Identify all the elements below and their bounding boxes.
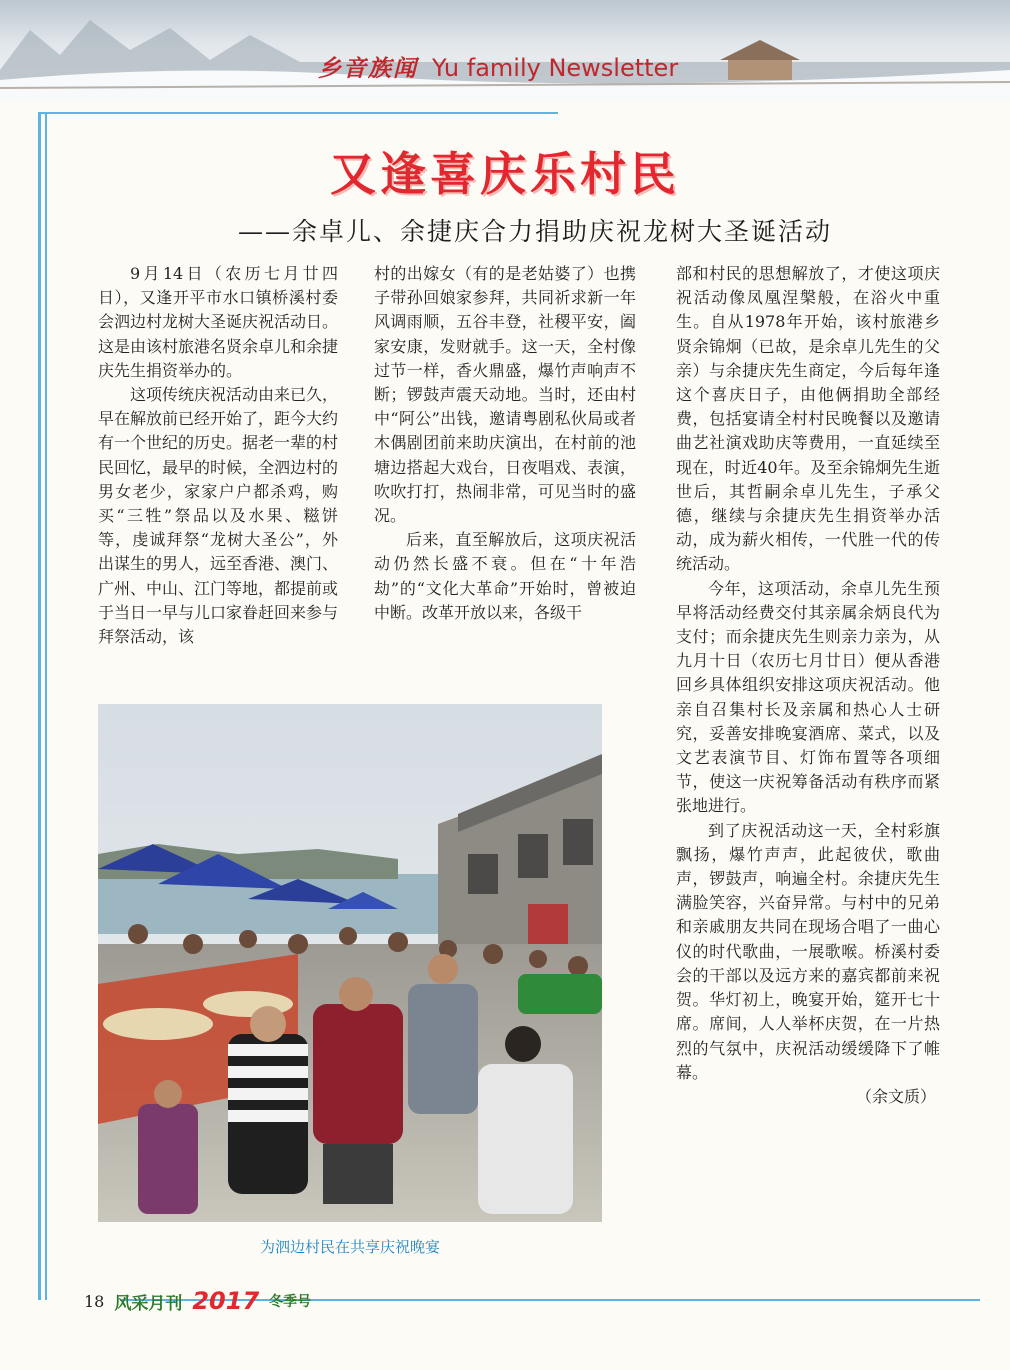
issue-season: 冬季号 <box>269 1294 312 1310</box>
article-title: 又逢喜庆乐村民 <box>330 147 680 201</box>
text-column-3 <box>676 262 940 1109</box>
section-header <box>318 50 678 84</box>
issue-year: 2017 <box>192 1287 260 1315</box>
section-title-cn: 乡音族闻 <box>318 55 418 82</box>
page-footer <box>84 1288 311 1314</box>
paragraph: 到了庆祝活动这一天，全村彩旗飘扬，爆竹声声，此起彼伏，歌曲声，锣鼓声，响遍全村。余捷庆先生满脸笑容，兴奋异常。与村中的兄弟和亲戚朋友共同在现场合唱了一曲心仪的时代歌曲，一展歌喉。桥溪村委会的干部以及远方来的嘉宾都前来祝贺。华灯初上，晚宴开始，筵开七十席。席间，人人举杯庆贺，在一片热烈的气氛中，庆祝活动缓缓降下了帷幕。 <box>676 820 940 1082</box>
header-banner <box>0 0 1010 100</box>
frame-left-inner <box>45 112 47 1300</box>
paragraph: 9月14日（农历七月廿四日），又逢开平市水口镇桥溪村委会泗边村龙树大圣诞庆祝活动日。这是由该村旅港名贤余卓儿和余捷庆先生捐资举办的。 <box>98 264 339 380</box>
banquet-photo <box>98 704 602 1222</box>
text-column-1 <box>98 262 338 649</box>
article-subtitle: ——余卓儿、余捷庆合力捐助庆祝龙树大圣诞活动 <box>237 217 832 246</box>
page-number: 18 <box>84 1291 105 1311</box>
text-column-2 <box>374 262 636 625</box>
magazine-name: 风采月刊 <box>114 1293 183 1314</box>
paragraph: 今年，这项活动，余卓儿先生预早将活动经费交付其亲属余炳良代为支付；而余捷庆先生则亲力亲为，从九月十日（农历七月廿日）便从香港回乡具体组织安排这项庆祝活动。他亲自召集村长及亲属和热心人士研究，妥善安排晚宴酒席、菜式，以及文艺表演节目、灯饰布置等各项细节，使这一庆祝筹备活动有秩序而紧张地进行。 <box>676 578 940 816</box>
photo-caption: 为泗边村民在共享庆祝晚宴 <box>259 1238 440 1256</box>
paragraph: 部和村民的思想解放了，才使这项庆祝活动像凤凰涅槃般，在浴火中重生。自从1978年开始，该村旅港乡贤余锦炯（已故，是余卓儿先生的父亲）与余捷庆先生商定，今后每年逢这个喜庆日子，由他俩捐助全部经费，包括宴请全村村民晚餐以及邀请曲艺社演戏助庆等费用，一直延续至现在，时近40年。及至余锦炯先生逝世后，其哲嗣余卓儿先生，子承父德，继续与余捷庆先生捐资举办活动，成为薪火相传，一代胜一代的传统活动。 <box>676 264 940 574</box>
frame-top-line <box>38 112 558 114</box>
section-title-en: Yu family Newsletter <box>432 54 679 82</box>
village-street-crowd-illustration <box>98 704 602 1222</box>
paragraph: 村的出嫁女（有的是老姑婆了）也携子带孙回娘家参拜，共同祈求新一年风调雨顺，五谷丰登，社稷平安，阖家安康，发财就手。这一天，全村像过节一样，香火鼎盛，爆竹声响声不断；锣鼓声震天动地。当时，还由村中“阿公”出钱，邀请粤剧私伙局或者木偶剧团前来助庆演出，在村前的池塘边搭起大戏台，日夜唱戏、表演，吹吹打打，热闹非常，可见当时的盛况。 <box>374 264 636 526</box>
paragraph: 这项传统庆祝活动由来已久，早在解放前已经开始了，距今大约有一个世纪的历史。据老一辈的村民回忆，最早的时候，全泗边村的男女老少，家家户户都杀鸡，购买“三牲”祭品以及水果、糍饼等，虔诚拜祭“龙树大圣公”，外出谋生的男人，远至香港、澳门、广州、中山、江门等地，都提前或于当日一早与儿口家眷赶回来参与拜祭活动，该 <box>98 385 339 647</box>
author-signature: （余文质） <box>855 1086 936 1106</box>
frame-left-outer <box>38 112 41 1300</box>
paragraph: 后来，直至解放后，这项庆祝活动仍然长盛不衰。但在“十年浩劫”的“文化大革命”开始时，曾被迫中断。改革开放以来，各级干 <box>374 530 636 622</box>
